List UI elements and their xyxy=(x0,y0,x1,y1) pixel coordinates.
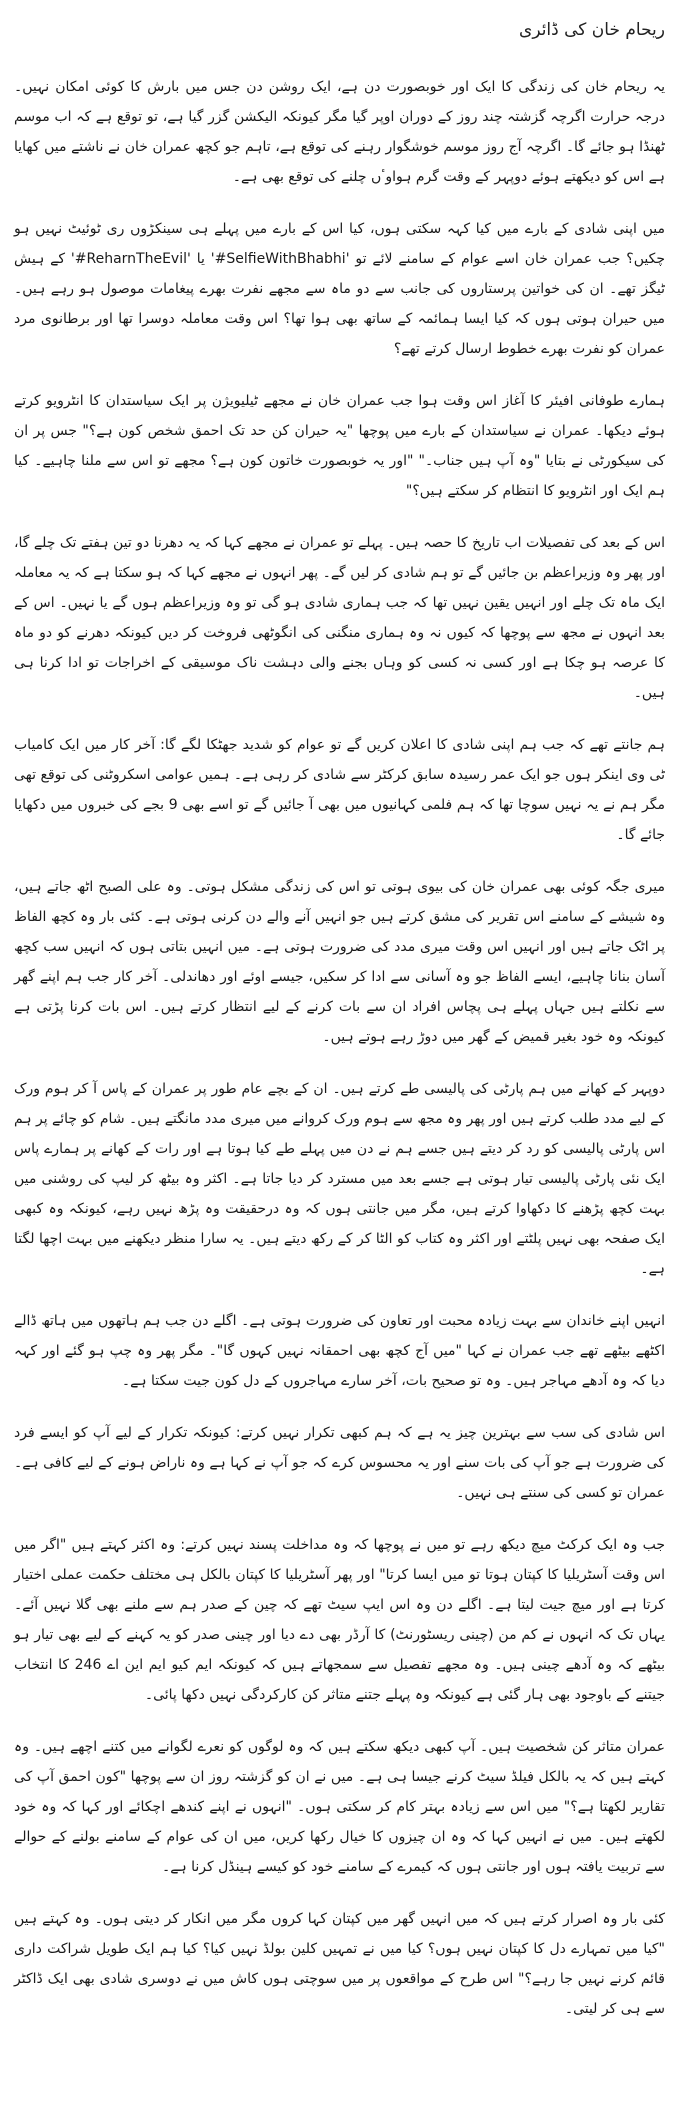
paragraph: انہیں اپنے خاندان سے بہت زیادہ محبت اور تعاون کی ضرورت ہوتی ہے۔ اگلے دن جب ہم ہاتھوں میں ہاتھ ڈالے اکٹھے بیٹھے تھے جب عمران نے کہا "میں آج کچھ بھی احمقانہ نہیں کہوں گا"۔ مگر پھر وہ چپ ہو گئے اور کہہ دیا کہ وہ آدھے مہاجر ہیں۔ وہ تو صحیح بات، آخر سارے مہاجروں کے دل کون جیت سکتا ہے۔ xyxy=(14,1313,665,1389)
paragraph: میری جگہ کوئی بھی عمران خان کی بیوی ہوتی تو اس کی زندگی مشکل ہوتی۔ وہ علی الصبح اٹھ جاتے ہیں، وہ شیشے کے سامنے اس تقریر کی مشق کرتے ہیں جو انہیں آنے والے دن کرنی ہوتی ہے۔ کئی بار وہ کچھ الفاظ پر اٹک جاتے ہیں اور انہیں اس وقت میری مدد کی ضرورت ہوتی ہے۔ میں انہیں بتاتی ہوں کہ انہیں سب کچھ آسان بنانا چاہیے، ایسے الفاظ جو وہ آسانی سے ادا کر سکیں، جیسے اوئے اور دھاندلی۔ آخر کار جب ہم اپنے گھر سے نکلتے ہیں جہاں پہلے ہی پچاس افراد ان سے بات کرنے کے لیے انتظار کرتے ہیں۔ اس بات کرنا پڑتی ہے کیونکہ وہ خود بغیر قمیض کے گھر میں دوڑ رہے ہوتے ہیں۔ xyxy=(14,879,665,1045)
paragraph: میں اپنی شادی کے بارے میں کیا کہہ سکتی ہوں، کیا اس کے بارے میں پہلے ہی سینکڑوں ری ٹوئیٹ نہیں ہو چکیں؟ جب عمران خان اسے عوام کے سامنے لائے تو 'SelfieWithBhabhi#' یا 'ReharnTheEvil#' کے ہیش ٹیگز تھے۔ ان کی خواتین پرستاروں کی جانب سے دو ماہ سے مجھے نفرت بھرے پیغامات موصول ہو رہے ہیں۔ میں حیران ہوتی ہوں کہ کیا ایسا ہمائمہ کے ساتھ بھی ہوا تھا؟ اس وقت معاملہ دوسرا تھا اور برطانوی مرد عمران کو نفرت بھرے خطوط ارسال کرتے تھے؟ xyxy=(14,221,665,357)
paragraph: جب وہ ایک کرکٹ میچ دیکھ رہے تو میں نے پوچھا کہ وہ مداخلت پسند نہیں کرتے: وہ اکثر کہتے ہیں "اگر میں اس وقت آسٹریلیا کا کپتان ہوتا تو میں ایسا کرتا" اور پھر آسٹریلیا کا کپتان بالکل ہی مختلف حکمت عملی اختیار کرتا ہے اور میچ جیت لیتا ہے۔ اگلے دن وہ اس ایپ سیٹ تھے کہ چین کے صدر ہم سے ملنے بھی گلا نہیں آئے۔ یہاں تک کہ انہوں نے کم من (چینی ریسٹورنٹ) کا آرڈر بھی دے دیا اور چینی صدر کو یہ کہنے کے لیے بھی تیار ہو بیٹھے کہ وہ آدھے چینی ہیں۔ وہ مجھے تفصیل سے سمجھاتے ہیں کہ کیونکہ ایم کیو ایم این اے 246 کا انتخاب جیتنے کے باوجود بھی ہار گئی ہے کیونکہ وہ پہلے جتنے متاثر کن کارکردگی نہیں دکھا پائی۔ xyxy=(14,1537,665,1703)
paragraph: ہمارے طوفانی افیئر کا آغاز اس وقت ہوا جب عمران خان نے مجھے ٹیلیویژن پر ایک سیاستدان کا انٹرویو کرتے ہوئے دیکھا۔ عمران نے سیاستدان کے بارے میں پوچھا "یہ حیران کن حد تک احمق شخص کون ہے؟" جس پر ان کی سیکورٹی نے بتایا "وہ آپ ہیں جناب۔" "اور یہ خوبصورت خاتون کون ہے؟ مجھے تو اس سے ملنا چاہیے۔ کیا ہم ایک اور انٹرویو کا انتظام کر سکتے ہیں؟" xyxy=(14,393,665,499)
paragraph: کئی بار وہ اصرار کرتے ہیں کہ میں انہیں گھر میں کپتان کہا کروں مگر میں انکار کر دیتی ہوں۔ وہ کہتے ہیں "کیا میں تمہارے دل کا کپتان نہیں ہوں؟ کیا میں نے تمہیں کلین بولڈ نہیں کیا؟ کیا ہم ایک طویل شراکت داری قائم کرنے نہیں جا رہے؟" اس طرح کے مواقعوں پر میں سوچتی ہوں کاش میں نے دوسری شادی بھی ایک ڈاکٹر سے ہی کر لیتی۔ xyxy=(14,1911,665,2017)
paragraph: اس شادی کی سب سے بہترین چیز یہ ہے کہ ہم کبھی تکرار نہیں کرتے: کیونکہ تکرار کے لیے آپ کو ایسے فرد کی ضرورت ہے جو آپ کی بات سنے اور یہ محسوس کرے کہ جو آپ نے کہا ہے وہ ناراض ہونے کے لیے کافی ہے۔ عمران تو کسی کی سنتے ہی نہیں۔ xyxy=(14,1425,665,1501)
paragraph: یہ ریحام خان کی زندگی کا ایک اور خوبصورت دن ہے، ایک روشن دن جس میں بارش کا کوئی امکان نہیں۔ درجہ حرارت اگرچہ گزشتہ چند روز کے دوران اوپر گیا مگر کیونکہ الیکشن گزر گیا ہے، تو توقع ہے کہ اب موسم ٹھنڈا ہو جائے گا۔ اگرچہ آج روز موسم خوشگوار رہنے کی توقع ہے، تاہم جو کچھ عمران خان نے ناشتے میں کھایا ہے اس کو دیکھتے ہوئے دوپہر کے وقت گرم ہواوٴں چلنے کی توقع بھی ہے۔ xyxy=(14,79,665,185)
paragraph: دوپہر کے کھانے میں ہم پارٹی کی پالیسی طے کرتے ہیں۔ ان کے بچے عام طور پر عمران کے پاس آ کر ہوم ورک کے لیے مدد طلب کرتے ہیں اور پھر وہ مجھ سے ہوم ورک کروانے میں میری مدد مانگتے ہیں۔ شام کو چائے پر ہم اس پارٹی پالیسی کو رد کر دیتے ہیں جسے ہم نے دن میں پہلے طے کیا ہوتا ہے اور رات کے کھانے پر ہمارے پاس ایک نئی پارٹی پالیسی تیار ہوتی ہے جسے بعد میں مسترد کر دیا جاتا ہے۔ اکثر وہ بیٹھ کر لیپ کی روشنی میں بہت کچھ پڑھنے کا دکھاوا کرتے ہیں، مگر میں جانتی ہوں کہ وہ درحقیقت وہ پڑھ نہیں رہے، کیونکہ وہ کبھی ایک صفحہ بھی نہیں پلٹتے اور اکثر وہ کتاب کو الٹا کر کے رکھ دیتے ہیں۔ یہ سارا منظر دیکھنے میں بہت اچھا لگتا ہے۔ xyxy=(14,1081,665,1277)
paragraph: اس کے بعد کی تفصیلات اب تاریخ کا حصہ ہیں۔ پہلے تو عمران نے مجھے کہا کہ یہ دھرنا دو تین ہفتے تک چلے گا، اور پھر وہ وزیراعظم بن جائیں گے تو ہم شادی کر لیں گے۔ پھر انہوں نے مجھے کہا کہ ہو سکتا ہے کہ یہ معاملہ ایک ماہ تک چلے اور انہیں یقین نہیں تھا کہ جب ہماری شادی ہو گی تو وہ وزیراعظم ہوں گے یا نہیں۔ اس کے بعد انہوں نے مجھ سے پوچھا کہ کیوں نہ وہ ہماری منگنی کی انگوٹھی فروخت کر دیں کیونکہ دھرنے کو دو ماہ کا عرصہ ہو چکا ہے اور کسی نہ کسی کو وہاں بجنے والی دہشت ناک موسیقی کے اخراجات تو ادا کرنا ہی ہیں۔ xyxy=(14,535,665,701)
paragraph: ہم جانتے تھے کہ جب ہم اپنی شادی کا اعلان کریں گے تو عوام کو شدید جھٹکا لگے گا: آخر کار میں ایک کامیاب ٹی وی اینکر ہوں جو ایک عمر رسیدہ سابق کرکٹر سے شادی کر رہی ہے۔ ہمیں عوامی اسکروٹنی کی توقع تھی مگر ہم نے یہ نہیں سوچا تھا کہ ہم فلمی کہانیوں میں بھی آ جائیں گے تو اسے بھی 9 بجے کی خبروں میں دکھایا جائے گا۔ xyxy=(14,737,666,843)
article-title: ریحام خان کی ڈائری xyxy=(519,20,665,40)
paragraph: عمران متاثر کن شخصیت ہیں۔ آپ کبھی دیکھ سکتے ہیں کہ وہ لوگوں کو نعرے لگوانے میں کتنے اچھے ہیں۔ وہ کہتے ہیں کہ یہ بالکل فیلڈ سیٹ کرنے جیسا ہی ہے۔ میں نے ان کو گزشتہ روز ان سے پوچھا "کون احمق آپ کی تقاریر لکھتا ہے؟" میں اس سے زیادہ بہتر کام کر سکتی ہوں۔ "انہوں نے اپنے کندھے اچکائے اور کہا کہ وہ خود لکھتے ہیں۔ میں نے انہیں کہا کہ وہ ان چیزوں کا خیال رکھا کریں، میں ان کی عوام کے سامنے بولنے کے حوالے سے تربیت یافتہ ہوں اور جانتی ہوں کہ کیمرے کے سامنے خود کو کیسے ہینڈل کرنا ہے۔ xyxy=(14,1739,665,1875)
